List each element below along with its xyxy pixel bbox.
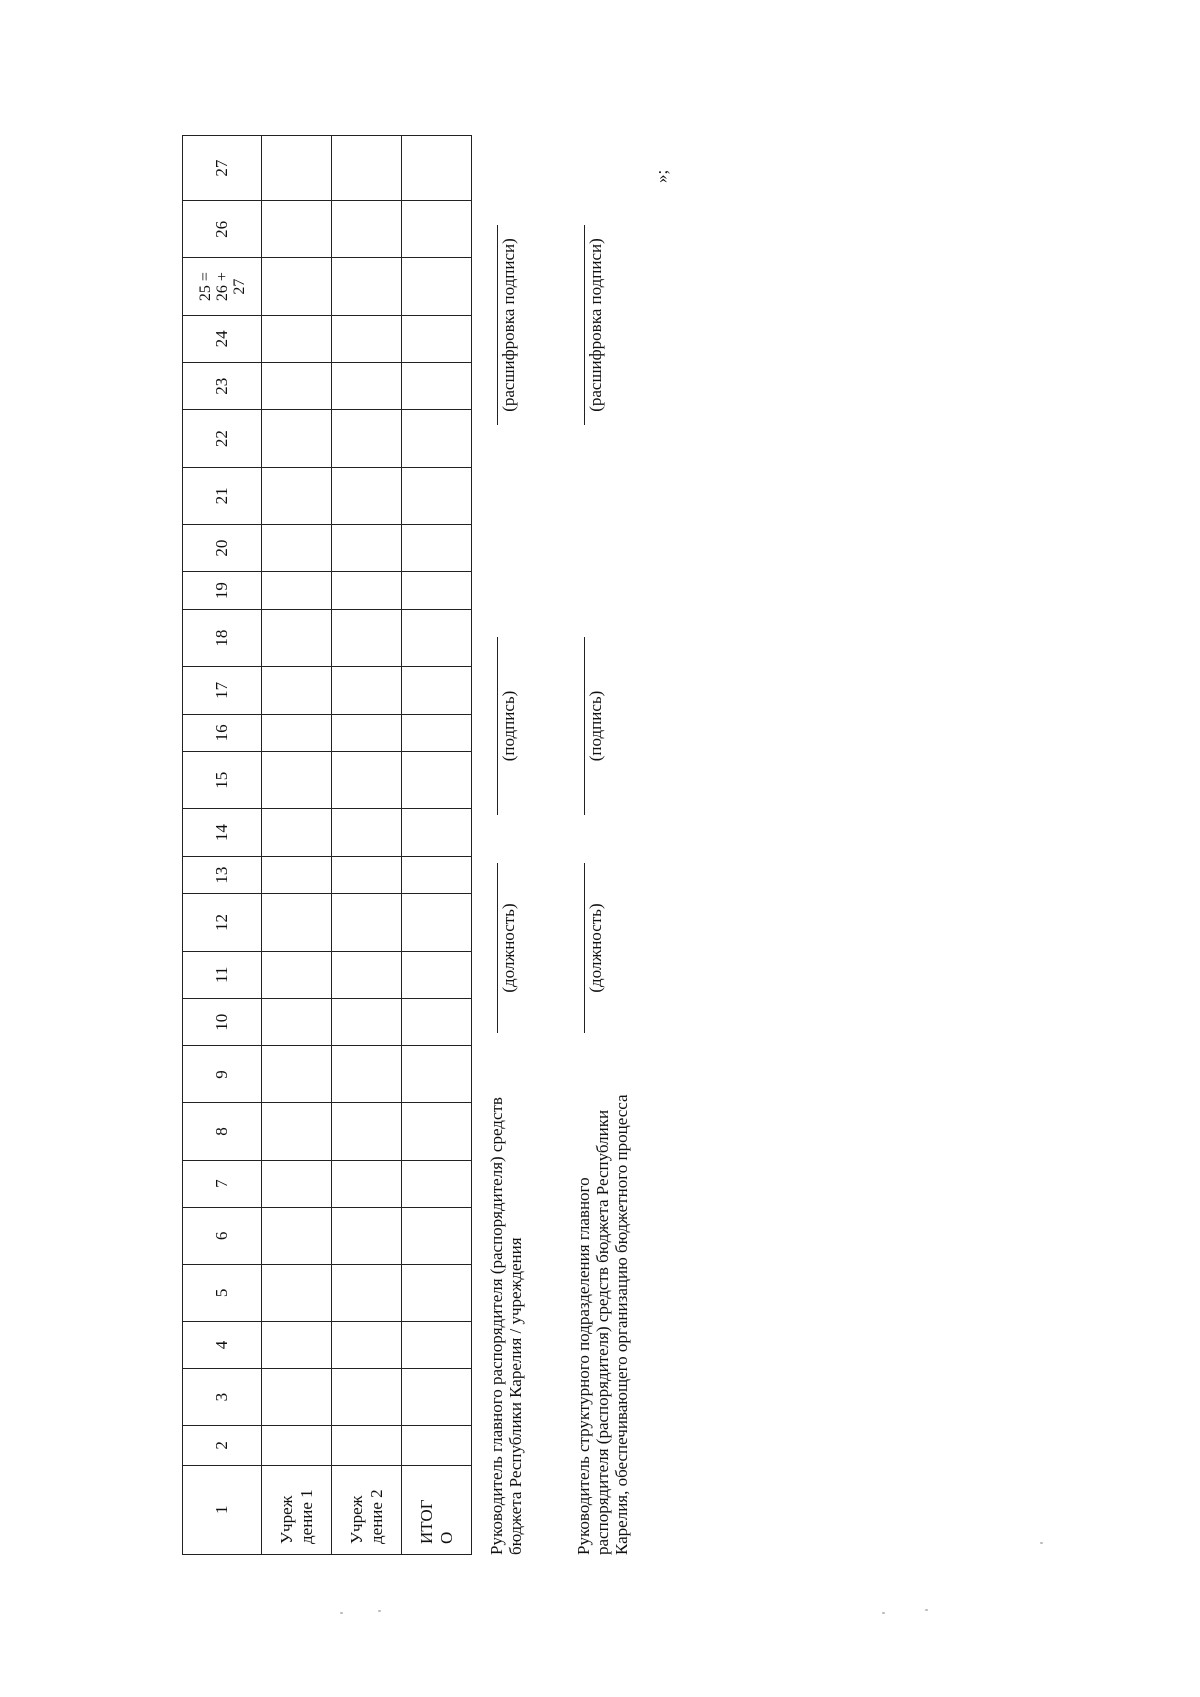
- table-cell: [402, 1321, 472, 1368]
- table-cell: [402, 1369, 472, 1426]
- decoding-caption: (расшифровка подписи): [586, 238, 605, 412]
- signature-title: Руководитель структурного подразделения главного распорядителя (распорядителя) средств бюджета Республики Карелия, обеспечивающего организацию бюджетного процесса: [574, 1094, 631, 1555]
- column-header-8: 8: [183, 1103, 262, 1160]
- table-cell: [332, 856, 402, 894]
- table-cell: [332, 714, 402, 752]
- table-cell: [402, 856, 472, 894]
- signature-title: Руководитель главного распорядителя (распорядителя) средств бюджета Республики Карелия / учреждения: [487, 1097, 525, 1555]
- table-cell: [262, 714, 332, 752]
- row-label: Учреж дение 1: [262, 1465, 332, 1554]
- scan-speck: [340, 1612, 343, 1614]
- column-header-6: 6: [183, 1207, 262, 1264]
- column-header-22: 22: [183, 410, 262, 467]
- column-header-14: 14: [183, 809, 262, 856]
- closing-quote-mark: »;: [652, 169, 671, 183]
- signature-block-head: [487, 135, 577, 1555]
- table-cell: [262, 1103, 332, 1160]
- column-header-20: 20: [183, 524, 262, 571]
- table-cell: [332, 894, 402, 951]
- table-cell: [262, 524, 332, 571]
- column-header-17: 17: [183, 667, 262, 714]
- table-cell: [262, 1207, 332, 1264]
- scan-speck: [378, 1610, 381, 1612]
- table-cell: [332, 136, 402, 201]
- signature-line: [584, 637, 585, 815]
- table-cell: [402, 609, 472, 666]
- column-header-27: 27: [183, 136, 262, 201]
- rotated-page-content: [182, 135, 682, 1555]
- column-header-12: 12: [183, 894, 262, 951]
- table-cell: [262, 1160, 332, 1207]
- table-cell: [332, 524, 402, 571]
- table-cell: [262, 1046, 332, 1103]
- table-cell: [262, 894, 332, 951]
- column-header-11: 11: [183, 951, 262, 998]
- table-cell: [402, 315, 472, 362]
- column-header-21: 21: [183, 467, 262, 524]
- table-cell: [332, 467, 402, 524]
- table-cell: [402, 714, 472, 752]
- table-cell: [402, 258, 472, 315]
- table-cell: [262, 258, 332, 315]
- decoding-line: [584, 225, 585, 425]
- column-header-10: 10: [183, 999, 262, 1046]
- table-cell: [332, 809, 402, 856]
- table-cell: [402, 410, 472, 467]
- table-cell: [262, 809, 332, 856]
- table-cell: [332, 1321, 402, 1368]
- column-header-2: 2: [183, 1426, 262, 1465]
- table-cell: [402, 572, 472, 610]
- column-header-26: 26: [183, 201, 262, 258]
- budget-table: [182, 135, 472, 1555]
- table-cell: [402, 136, 472, 201]
- scan-speck: [1040, 1542, 1043, 1544]
- decoding-caption: (расшифровка подписи): [499, 238, 518, 412]
- position-caption: (должность): [499, 903, 518, 993]
- scan-speck: [882, 1612, 885, 1614]
- table-cell: [332, 410, 402, 467]
- table-cell: [262, 1264, 332, 1321]
- table-cell: [262, 410, 332, 467]
- table-cell: [402, 1264, 472, 1321]
- column-header-16: 16: [183, 714, 262, 752]
- column-header-9: 9: [183, 1046, 262, 1103]
- signature-block-structural: [574, 135, 664, 1555]
- table-cell: [332, 667, 402, 714]
- position-line: [584, 863, 585, 1033]
- table-cell: [262, 1321, 332, 1368]
- column-header-13: 13: [183, 856, 262, 894]
- table-cell: [262, 667, 332, 714]
- table-cell: [262, 1369, 332, 1426]
- table-cell: [332, 363, 402, 410]
- column-header-5: 5: [183, 1264, 262, 1321]
- column-header-23: 23: [183, 363, 262, 410]
- table-cell: [332, 1160, 402, 1207]
- table-cell: [332, 315, 402, 362]
- table-row: [332, 136, 402, 1555]
- row-label: Учреж дение 2: [332, 1465, 402, 1554]
- table-cell: [262, 856, 332, 894]
- column-header-4: 4: [183, 1321, 262, 1368]
- table-cell: [402, 667, 472, 714]
- table-cell: [332, 1264, 402, 1321]
- table-cell: [402, 363, 472, 410]
- table-cell: [332, 1207, 402, 1264]
- table-cell: [262, 136, 332, 201]
- column-header-24: 24: [183, 315, 262, 362]
- position-line: [497, 863, 498, 1033]
- table-cell: [402, 467, 472, 524]
- table-cell: [262, 363, 332, 410]
- column-header-1: 1: [183, 1465, 262, 1554]
- table-cell: [262, 752, 332, 809]
- table-row: [262, 136, 332, 1555]
- table-cell: [402, 1103, 472, 1160]
- table-cell: [332, 951, 402, 998]
- table-cell: [262, 315, 332, 362]
- table-cell: [402, 1207, 472, 1264]
- table-cell: [402, 1046, 472, 1103]
- table-cell: [332, 201, 402, 258]
- column-header-15: 15: [183, 752, 262, 809]
- table-cell: [262, 467, 332, 524]
- table-cell: [332, 1046, 402, 1103]
- table-cell: [332, 999, 402, 1046]
- table-cell: [262, 951, 332, 998]
- column-header-19: 19: [183, 572, 262, 610]
- table-cell: [402, 524, 472, 571]
- position-caption: (должность): [586, 903, 605, 993]
- table-row: [402, 136, 472, 1555]
- table-cell: [332, 572, 402, 610]
- row-label: ИТОГ О: [402, 1465, 472, 1554]
- column-header-25: 25 = 26 + 27: [183, 258, 262, 315]
- signature-line: [497, 637, 498, 815]
- table-cell: [402, 951, 472, 998]
- signature-caption: (подпись): [586, 690, 605, 762]
- table-cell: [332, 258, 402, 315]
- table-cell: [332, 1103, 402, 1160]
- table-cell: [262, 999, 332, 1046]
- table-cell: [262, 201, 332, 258]
- table-cell: [332, 1426, 402, 1465]
- table-cell: [402, 1160, 472, 1207]
- table-cell: [402, 752, 472, 809]
- decoding-line: [497, 225, 498, 425]
- column-header-3: 3: [183, 1369, 262, 1426]
- signature-caption: (подпись): [499, 690, 518, 762]
- column-header-18: 18: [183, 609, 262, 666]
- table-cell: [262, 609, 332, 666]
- table-header-row: [183, 136, 262, 1555]
- table-cell: [402, 201, 472, 258]
- table-cell: [262, 572, 332, 610]
- table-cell: [332, 752, 402, 809]
- table-cell: [402, 809, 472, 856]
- table-cell: [402, 999, 472, 1046]
- table-cell: [402, 894, 472, 951]
- table-cell: [332, 609, 402, 666]
- column-header-7: 7: [183, 1160, 262, 1207]
- table-cell: [332, 1369, 402, 1426]
- scan-speck: [925, 1609, 928, 1611]
- table-cell: [262, 1426, 332, 1465]
- table-cell: [402, 1426, 472, 1465]
